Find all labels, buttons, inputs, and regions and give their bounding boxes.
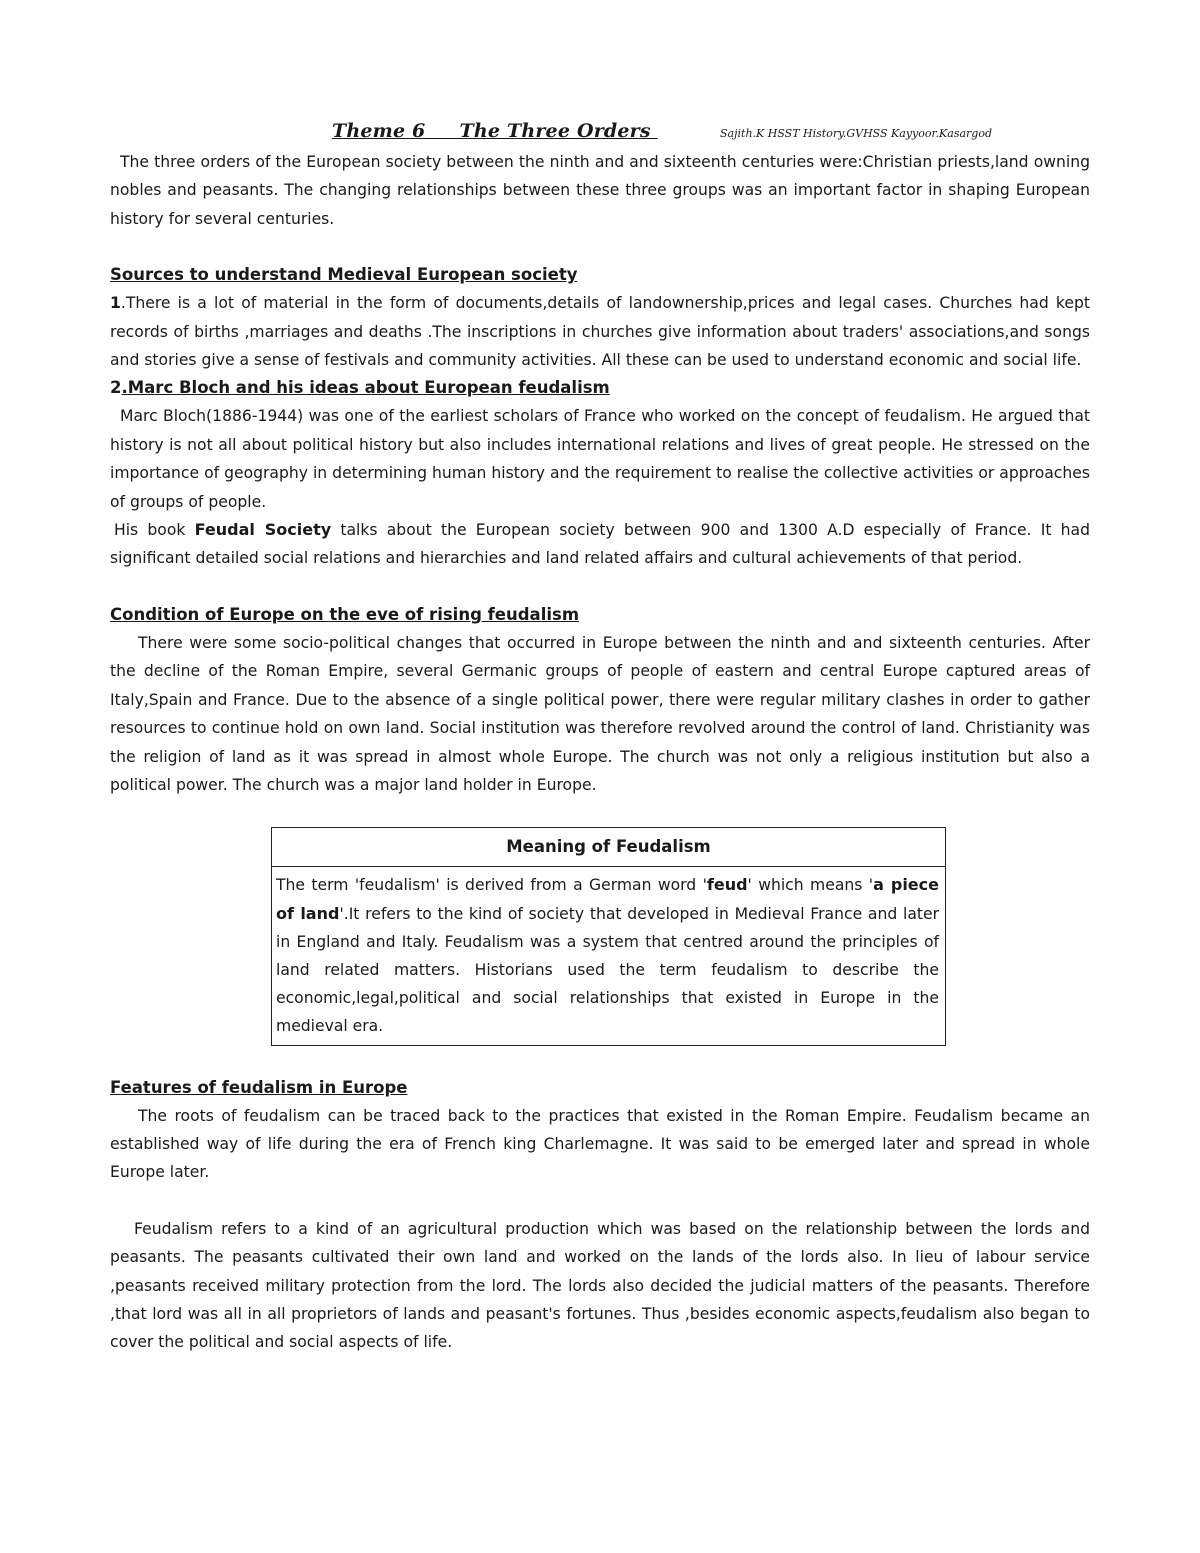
marc-bloch-heading-text: .Marc Bloch and his ideas about European feudalism [121,378,610,398]
box-heading: Meaning of Feudalism [272,828,945,867]
title-row [110,118,1090,148]
feudal-society-paragraph [110,516,1090,573]
item-number: 2 [110,378,122,398]
document-page [110,118,1090,1357]
meaning-text-post: '.It refers to the kind of society that developed in Medieval France and later in England and Italy. Feudalism was a system that centred around the principles of land related matters. Historians used the term feudalism to describe the economic,legal,political and social relationships that existed in Europe in the medieval era. [276,904,940,1036]
meaning-paragraph [276,871,939,1040]
box-body [272,867,945,1044]
sources-item-1-text: .There is a lot of material in the form of documents,details of landownership,prices and legal cases. Churches had kept records of births ,marriages and deaths .The inscriptions in churches give information about traders' associations,and songs and stories give a sense of festivals and community activities. All these can be used to understand economic and social life. [110,294,1090,370]
intro-paragraph: The three orders of the European society between the ninth and and sixteenth centuries were:Christian priests,land owning nobles and peasants. The changing relationships between these three groups was an important factor in shaping European history for several centuries. [110,153,1090,228]
meaning-text-pre: The term 'feudalism' is derived from a German word ' [276,876,707,895]
sources-item-1 [110,289,1090,374]
item-number: 1 [110,294,121,313]
condition-paragraph: There were some socio-political changes that occurred in Europe between the ninth and and sixteenth centuries. After the decline of the Roman Empire, several Germanic groups of people of eastern and central Europe captured areas of Italy,Spain and France. Due to the absence of a single political power, there were regular military clashes in order to gather resources to continue hold on own land. Social institution was therefore revolved around the control of land. Christianity was the religion of land as it was spread in almost whole Europe. The church was not only a religious institution but also a political power. The church was a major land holder in Europe. [110,633,1090,794]
features-paragraph-1: The roots of feudalism can be traced back to the practices that existed in the Roman Empire. Feudalism became an established way of life during the era of French king Charlemagne. It was said to be emerged later and spread in whole Europe later. [110,1106,1090,1182]
feudal-society-pre: His book [114,521,195,540]
marc-bloch-paragraph: Marc Bloch(1886-1944) was one of the earliest scholars of France who worked on the concept of feudalism. He argued that history is not all about political history but also includes international relations and lives of great people. He stressed on the importance of geography in determining human history and the requirement to realise the collective activities or approaches of groups of people. [110,407,1090,511]
features-paragraph-2: Feudalism refers to a kind of an agricultural production which was based on the relationship between the lords and peasants. The peasants cultivated their own land and worked on the lands of the lords also. In lieu of labour service ,peasants received military protection from the lord. The lords also decided the judicial matters of the peasants. Therefore ,that lord was all in all proprietors of lands and peasant's fortunes. Thus ,besides economic aspects,feudalism also began to cover the political and social aspects of life. [110,1219,1090,1352]
section-heading-condition: Condition of Europe on the eve of rising feudalism [110,604,580,624]
page-title: Theme 6 The Three Orders [332,120,658,142]
feudal-society-post: talks about the European society between 900 and 1300 A.D especially of France. It had significant detailed social relations and hierarchies and land related affairs and cultural achievements of that period. [110,521,1091,568]
section-heading-marc-bloch [110,374,1090,402]
section-heading-features: Features of feudalism in Europe [110,1077,408,1097]
section-heading-sources: Sources to understand Medieval European society [110,265,578,285]
meaning-of-feudalism-box [271,827,946,1045]
feud-word: feud [706,875,748,895]
book-title: Feudal Society [194,520,332,540]
author-credit: Sajith.K HSST History.GVHSS Kayyoor.Kasargod [720,127,992,140]
meaning-text-mid: ' which means ' [747,876,874,895]
piece-of-land-term: a piece of land [276,875,939,923]
